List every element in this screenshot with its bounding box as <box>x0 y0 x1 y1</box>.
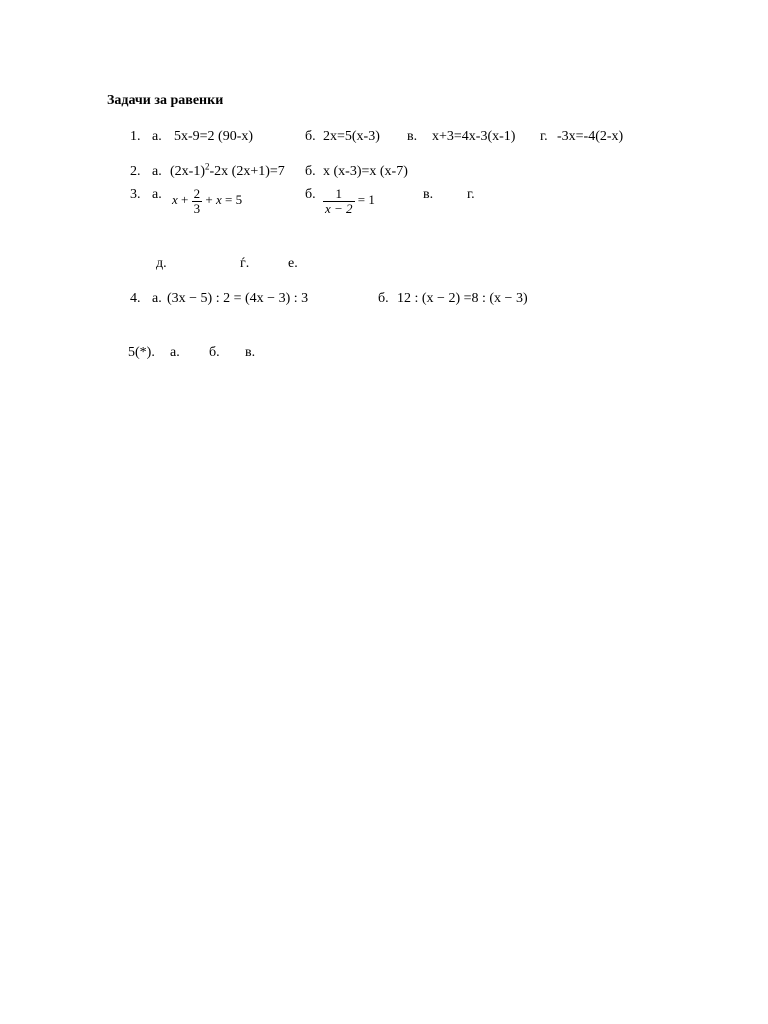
equation: 12 : (x − 2) =8 : (x − 3) <box>397 291 528 306</box>
item-label: а. <box>152 187 162 202</box>
item-label: в. <box>407 129 418 144</box>
item-label: в. <box>245 345 256 360</box>
equation-part: -2x (2x+1)=7 <box>209 164 285 179</box>
equation <box>170 161 285 180</box>
problem-number: 3. <box>130 187 141 202</box>
equation-fraction-b <box>323 183 375 217</box>
equation: (3x − 5) : 2 = (4x − 3) : 3 <box>167 291 309 306</box>
math-operator: + <box>181 192 189 207</box>
fraction-denominator: x − 2 <box>325 200 353 216</box>
problem-number: 2. <box>130 164 141 179</box>
item-label: б. <box>378 291 389 306</box>
page-title: Задачи за равенки <box>107 93 224 108</box>
item-label: в. <box>423 187 434 202</box>
problem-number: 1. <box>130 129 141 144</box>
item-label: а. <box>152 129 162 144</box>
equation: 2x=5(x-3) <box>323 129 380 144</box>
item-label: а. <box>170 345 180 360</box>
item-label: б. <box>209 345 220 360</box>
equation: -3x=-4(2-x) <box>557 129 624 144</box>
item-label: е. <box>288 256 298 271</box>
math-variable: x <box>215 192 222 207</box>
equation-fraction-a <box>172 183 242 217</box>
equation-part: (2x-1) <box>170 164 205 179</box>
item-label: г. <box>540 129 548 144</box>
item-label: б. <box>305 164 316 179</box>
fraction-numerator: 1 <box>323 187 355 202</box>
fraction <box>192 187 203 216</box>
equation: 5x-9=2 (90-x) <box>174 129 254 144</box>
item-label: б. <box>305 129 316 144</box>
equation-rhs: = 5 <box>225 192 243 207</box>
fraction-denominator: 3 <box>193 200 201 216</box>
problem-number: 4. <box>130 291 141 306</box>
item-label: а. <box>152 164 162 179</box>
exponent: 2 <box>205 161 210 172</box>
item-label: ѓ. <box>240 256 250 271</box>
item-label: г. <box>467 187 475 202</box>
math-operator: + <box>205 192 213 207</box>
item-label: б. <box>305 187 316 202</box>
equation: x+3=4x-3(x-1) <box>432 129 516 144</box>
problem-number: 5(*). <box>128 345 155 360</box>
fraction <box>323 187 355 216</box>
equation-rhs: = 1 <box>357 192 375 207</box>
item-label: д. <box>156 256 167 271</box>
equation: x (x-3)=x (x-7) <box>323 164 408 179</box>
fraction-numerator: 2 <box>193 185 201 201</box>
math-variable: x <box>172 192 178 207</box>
item-label: а. <box>152 291 162 306</box>
